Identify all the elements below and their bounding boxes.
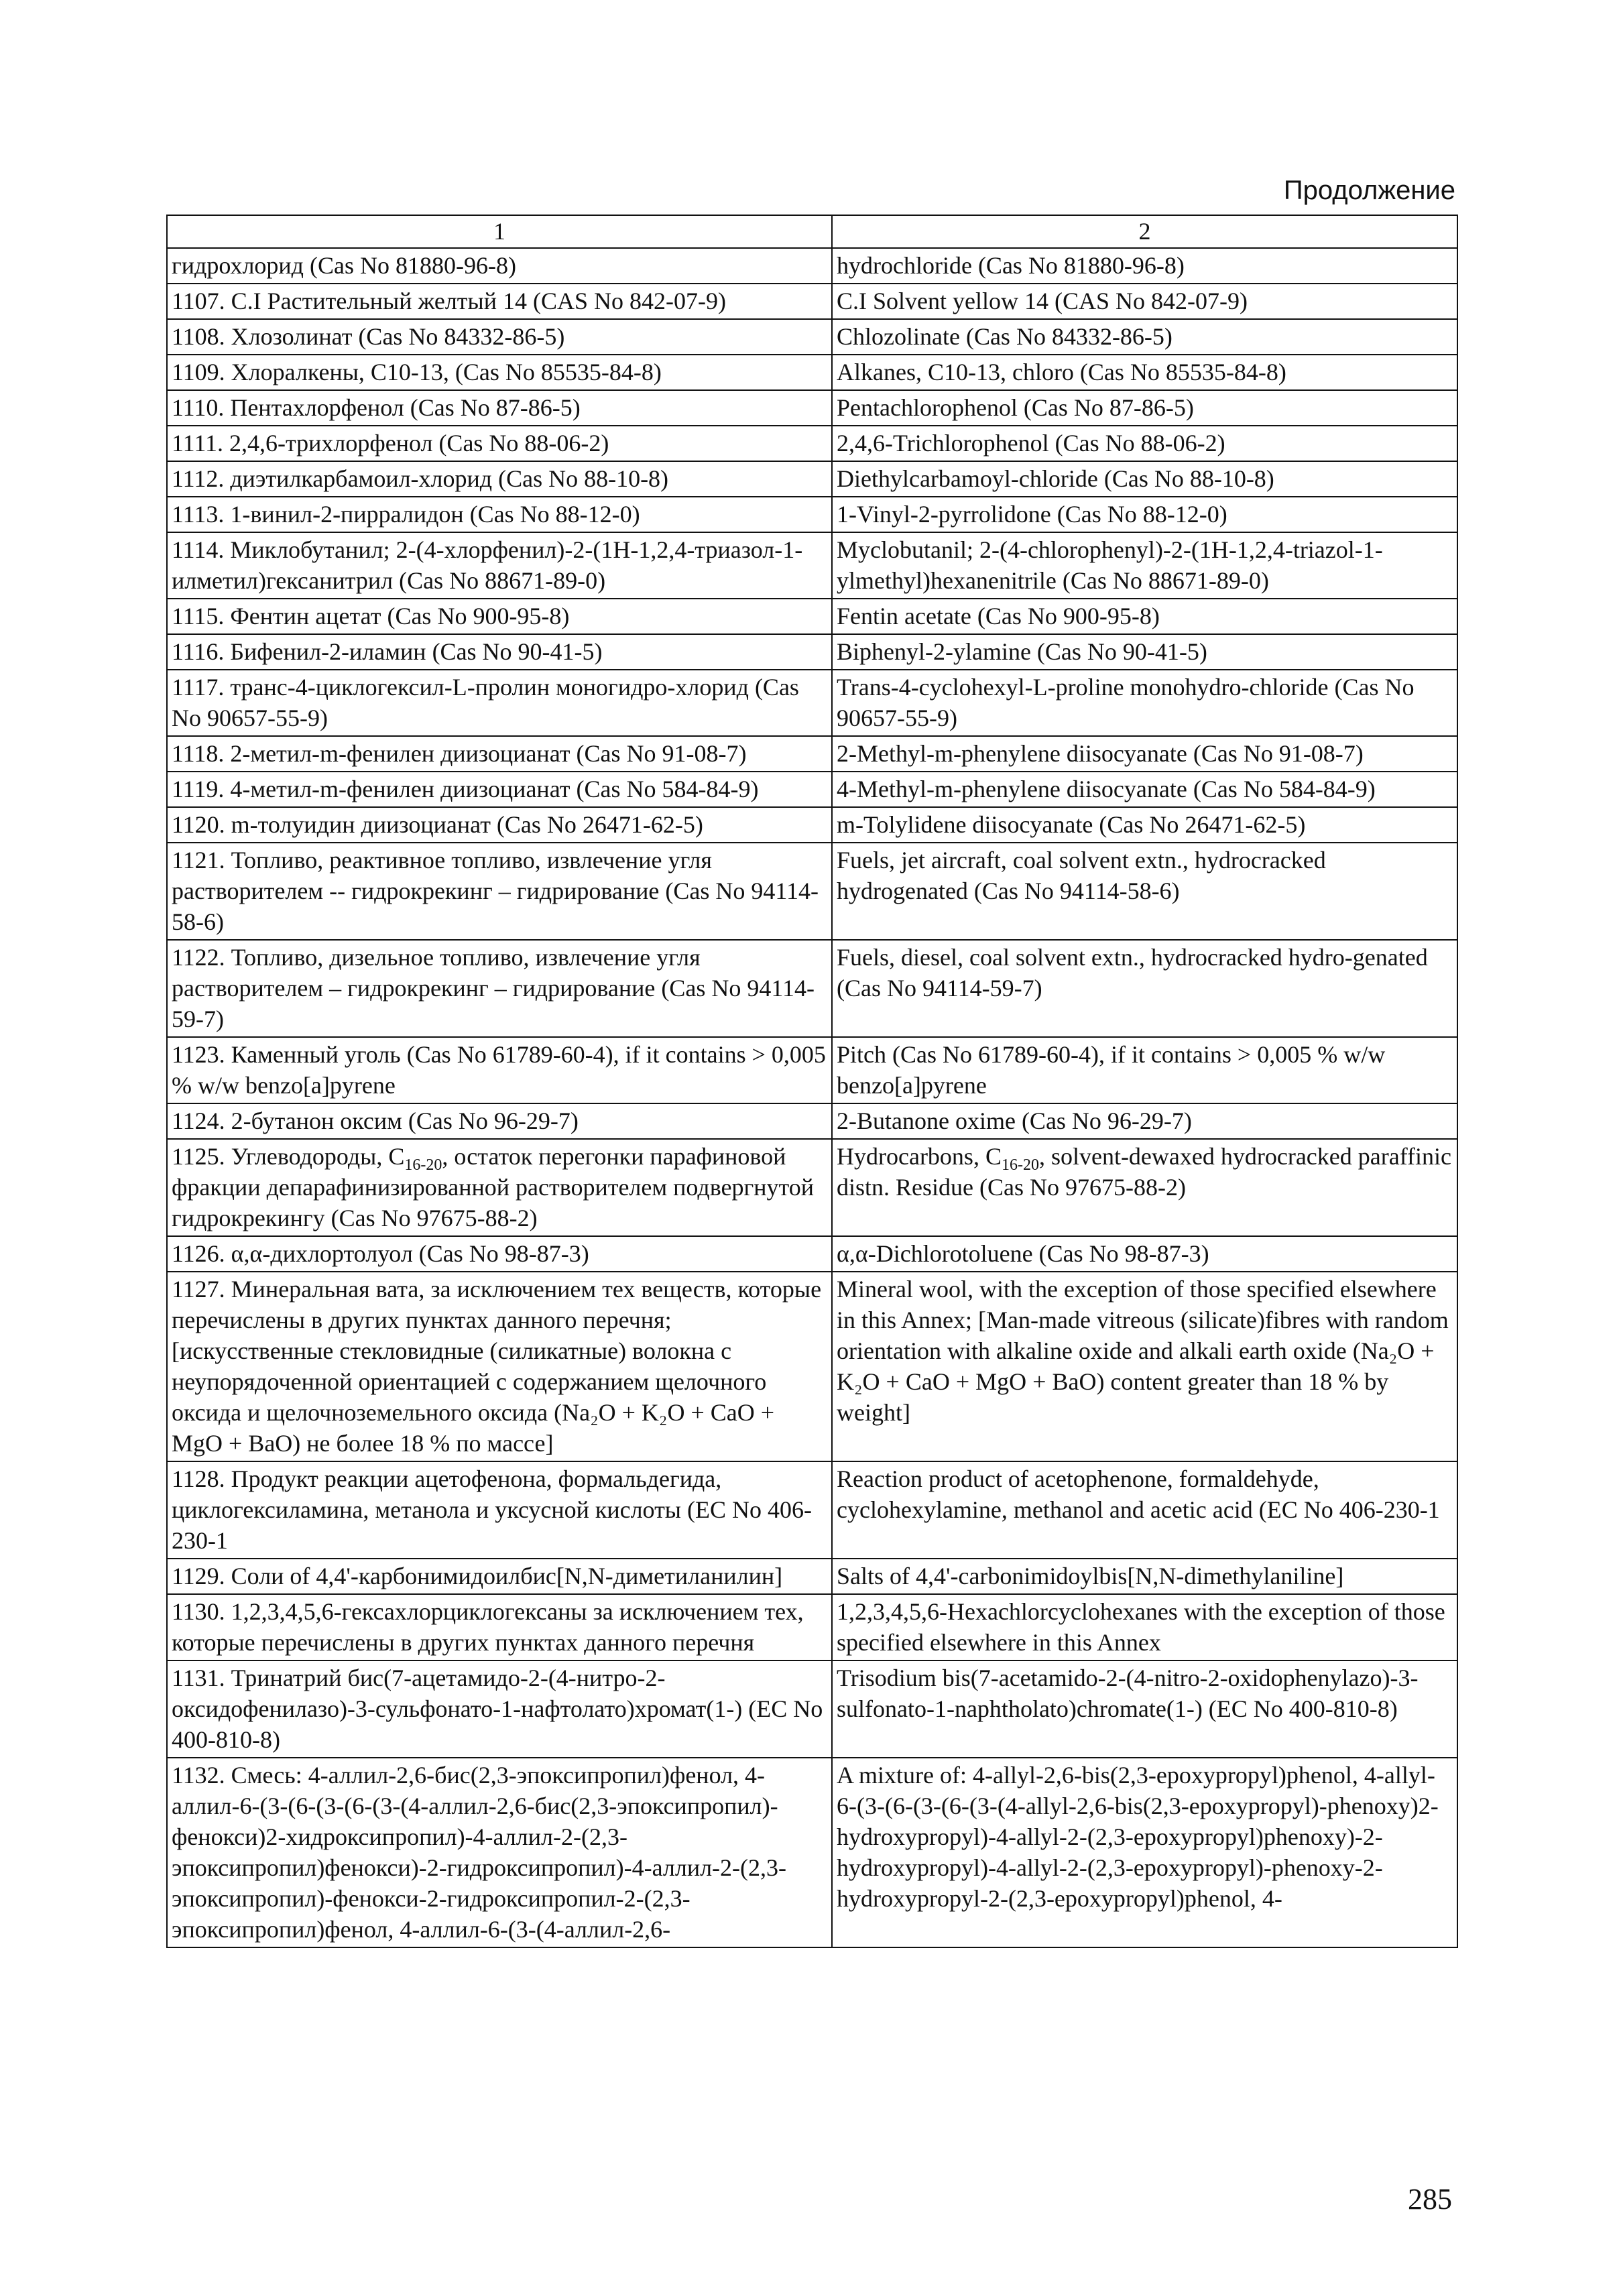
english-name-cell: Biphenyl-2-ylamine (Cas No 90-41-5) [832, 634, 1457, 670]
english-name-cell: Fentin acetate (Cas No 900-95-8) [832, 599, 1457, 634]
english-name-cell [832, 1139, 1457, 1236]
russian-name-cell: 1121. Топливо, реактивное топливо, извлечение угля растворителем -- гидрокрекинг – гидрирование (Cas No 94114-58-6) [167, 843, 832, 940]
english-name-cell: Salts of 4,4'-carbonimidoylbis[N,N-dimethylaniline] [832, 1559, 1457, 1594]
table-row [167, 1103, 1457, 1139]
russian-name-cell: 1111. 2,4,6-трихлорфенол (Cas No 88-06-2) [167, 426, 832, 461]
table-row [167, 1559, 1457, 1594]
column-header-1: 1 [167, 215, 832, 248]
english-name-cell: hydrochloride (Cas No 81880-96-8) [832, 248, 1457, 284]
russian-name-cell: 1116. Бифенил-2-иламин (Cas No 90-41-5) [167, 634, 832, 670]
english-name-cell: Mineral wool, with the exception of those specified elsewhere in this Annex; [Man-made vitreous (silicate)fibres with random orientation with alkaline oxide and alkali earth oxide (Na₂O + K₂O + CaO + MgO + BaO) content greater than 18 % by weight] [832, 1272, 1457, 1461]
table-row [167, 843, 1457, 940]
table-row [167, 532, 1457, 599]
russian-name-cell: 1112. диэтилкарбамоил-хлорид (Cas No 88-10-8) [167, 461, 832, 497]
english-name-cell: Myclobutanil; 2-(4-chlorophenyl)-2-(1H-1,2,4-triazol-1-ylmethyl)hexanenitrile (Cas No 88671-89-0) [832, 532, 1457, 599]
table-header-row [167, 215, 1457, 248]
russian-name-cell: 1119. 4-метил-m-фенилен диизоцианат (Cas No 584-84-9) [167, 772, 832, 807]
russian-name-cell: 1129. Соли of 4,4'-карбонимидоилбис[N,N-диметиланилин] [167, 1559, 832, 1594]
table-row [167, 355, 1457, 390]
substances-table [166, 215, 1458, 1948]
table-row [167, 1594, 1457, 1660]
table-row [167, 319, 1457, 355]
russian-name-cell: 1108. Хлозолинат (Cas No 84332-86-5) [167, 319, 832, 355]
russian-name-cell [167, 1139, 832, 1236]
subscript-range: 16-20 [404, 1156, 442, 1174]
english-name-cell: Pitch (Cas No 61789-60-4), if it contains > 0,005 % w/w benzo[a]pyrene [832, 1037, 1457, 1103]
english-name-cell: 2,4,6-Trichlorophenol (Cas No 88-06-2) [832, 426, 1457, 461]
russian-name-cell: 1109. Хлоралкены, C10-13, (Cas No 85535-84-8) [167, 355, 832, 390]
table-row [167, 461, 1457, 497]
table-row [167, 670, 1457, 736]
russian-name-cell: 1107. C.I Растительный желтый 14 (CAS No 842-07-9) [167, 284, 832, 319]
english-name-cell: A mixture of: 4-allyl-2,6-bis(2,3-epoxypropyl)phenol, 4-allyl-6-(3-(6-(3-(6-(3-(4-allyl-2,6-bis(2,3-epoxypropyl)-phenoxy)2-hydroxypropyl)-4-allyl-2-(2,3-epoxypropyl)phenoxy)-2-hydroxypropyl)-4-allyl-2-(2,3-epoxypropyl)-phenoxy-2-hydroxypropyl-2-(2,3-epoxypropyl)phenol, 4- [832, 1758, 1457, 1947]
russian-name-cell: 1115. Фентин ацетат (Cas No 900-95-8) [167, 599, 832, 634]
table-row [167, 940, 1457, 1037]
text-fragment: , остаток перегонки парафиновой фракции депарафинизированной растворителем подвергнутой гидрокрекингу (Cas No 97675-88-2) [172, 1143, 815, 1231]
russian-name-cell: 1132. Смесь: 4-аллил-2,6-бис(2,3-эпоксипропил)фенол, 4-аллил-6-(3-(6-(3-(6-(3-(4-аллил-2,6-бис(2,3-эпоксипропил)-фенокси)2-хидроксипропил)-4-аллил-2-(2,3-эпоксипропил)фенокси)-2-гидроксипропил)-4-аллил-2-(2,3-эпоксипропил)-фенокси-2-гидроксипропил-2-(2,3-эпоксипропил)фенол, 4-аллил-6-(3-(4-аллил-2,6- [167, 1758, 832, 1947]
russian-name-cell: 1128. Продукт реакции ацетофенона, формальдегида, циклогексиламина, метанола и уксусной кислоты (EC No 406-230-1 [167, 1461, 832, 1559]
table-row [167, 634, 1457, 670]
russian-name-cell: 1131. Тринатрий бис(7-ацетамидо-2-(4-нитро-2-оксидофенилазо)-3-сульфонато-1-нафтолато)хромат(1-) (EC No 400-810-8) [167, 1660, 832, 1758]
column-header-2: 2 [832, 215, 1457, 248]
table-row [167, 497, 1457, 532]
english-name-cell: m-Tolylidene diisocyanate (Cas No 26471-62-5) [832, 807, 1457, 843]
russian-name-cell: 1120. m-толуидин диизоцианат (Cas No 26471-62-5) [167, 807, 832, 843]
table-row [167, 248, 1457, 284]
table-row [167, 1758, 1457, 1947]
table-row [167, 390, 1457, 426]
russian-name-cell: 1118. 2-метил-m-фенилен диизоцианат (Cas No 91-08-7) [167, 736, 832, 772]
english-name-cell: Trisodium bis(7-acetamido-2-(4-nitro-2-oxidophenylazo)-3-sulfonato-1-naphtholato)chromate(1-) (EC No 400-810-8) [832, 1660, 1457, 1758]
table-row [167, 736, 1457, 772]
english-name-cell: 4-Methyl-m-phenylene diisocyanate (Cas No 584-84-9) [832, 772, 1457, 807]
english-name-cell: Chlozolinate (Cas No 84332-86-5) [832, 319, 1457, 355]
russian-name-cell: 1124. 2-бутанон оксим (Cas No 96-29-7) [167, 1103, 832, 1139]
english-name-cell: Trans-4-cyclohexyl-L-proline monohydro-chloride (Cas No 90657-55-9) [832, 670, 1457, 736]
russian-name-cell: 1113. 1-винил-2-пирралидон (Cas No 88-12-0) [167, 497, 832, 532]
table-row [167, 284, 1457, 319]
english-name-cell: Fuels, jet aircraft, coal solvent extn., hydrocracked hydrogenated (Cas No 94114-58-6) [832, 843, 1457, 940]
english-name-cell: Reaction product of acetophenone, formaldehyde, cyclohexylamine, methanol and acetic acid (EC No 406-230-1 [832, 1461, 1457, 1559]
continuation-label: Продолжение [1283, 176, 1455, 205]
table-row [167, 1236, 1457, 1272]
table-row [167, 1660, 1457, 1758]
russian-name-cell: 1126. α,α-дихлортолуол (Cas No 98-87-3) [167, 1236, 832, 1272]
table-row [167, 1037, 1457, 1103]
table-row [167, 1139, 1457, 1236]
english-name-cell: Diethylcarbamoyl-chloride (Cas No 88-10-8) [832, 461, 1457, 497]
text-fragment: Hydrocarbons, C [837, 1143, 1002, 1170]
table-row [167, 426, 1457, 461]
english-name-cell: 2-Methyl-m-phenylene diisocyanate (Cas No 91-08-7) [832, 736, 1457, 772]
english-name-cell: 2-Butanone oxime (Cas No 96-29-7) [832, 1103, 1457, 1139]
english-name-cell: Alkanes, C10-13, chloro (Cas No 85535-84-8) [832, 355, 1457, 390]
table-row [167, 1272, 1457, 1461]
table-row [167, 1461, 1457, 1559]
text-fragment: , solvent-dewaxed hydrocracked paraffinic distn. Residue (Cas No 97675-88-2) [837, 1143, 1452, 1201]
english-name-cell: Pentachlorophenol (Cas No 87-86-5) [832, 390, 1457, 426]
english-name-cell: C.I Solvent yellow 14 (CAS No 842-07-9) [832, 284, 1457, 319]
russian-name-cell: 1117. транс-4-циклогексил-L-пролин моногидро-хлорид (Cas No 90657-55-9) [167, 670, 832, 736]
russian-name-cell: 1123. Каменный уголь (Cas No 61789-60-4), if it contains > 0,005 % w/w benzo[a]pyrene [167, 1037, 832, 1103]
russian-name-cell: 1114. Миклобутанил; 2-(4-хлорфенил)-2-(1H-1,2,4-триазол-1-илметил)гексанитрил (Cas No 88671-89-0) [167, 532, 832, 599]
subscript-range: 16-20 [1001, 1156, 1039, 1174]
page-number: 285 [1408, 2183, 1452, 2216]
russian-name-cell: 1110. Пентахлорфенол (Cas No 87-86-5) [167, 390, 832, 426]
russian-name-cell: гидрохлорид (Cas No 81880-96-8) [167, 248, 832, 284]
english-name-cell: α,α-Dichlorotoluene (Cas No 98-87-3) [832, 1236, 1457, 1272]
table-row [167, 807, 1457, 843]
table-row [167, 772, 1457, 807]
english-name-cell: Fuels, diesel, coal solvent extn., hydrocracked hydro-genated (Cas No 94114-59-7) [832, 940, 1457, 1037]
text-fragment: 1125. Углеводороды, C [172, 1143, 405, 1170]
english-name-cell: 1,2,3,4,5,6-Hexachlorcyclohexanes with the exception of those specified elsewhere in this Annex [832, 1594, 1457, 1660]
english-name-cell: 1-Vinyl-2-pyrrolidone (Cas No 88-12-0) [832, 497, 1457, 532]
russian-name-cell: 1122. Топливо, дизельное топливо, извлечение угля растворителем – гидрокрекинг – гидрирование (Cas No 94114-59-7) [167, 940, 832, 1037]
table-row [167, 599, 1457, 634]
russian-name-cell: 1130. 1,2,3,4,5,6-гексахлорциклогексаны за исключением тех, которые перечислены в других пунктах данного перечня [167, 1594, 832, 1660]
russian-name-cell: 1127. Минеральная вата, за исключением тех веществ, которые перечислены в других пунктах данного перечня; [искусственные стекловидные (силикатные) волокна с неупорядоченной ориентацией с содержанием щелочного оксида и щелочноземельного оксида (Na₂O + K₂O + CaO + MgO + BaO) не более 18 % по массе] [167, 1272, 832, 1461]
